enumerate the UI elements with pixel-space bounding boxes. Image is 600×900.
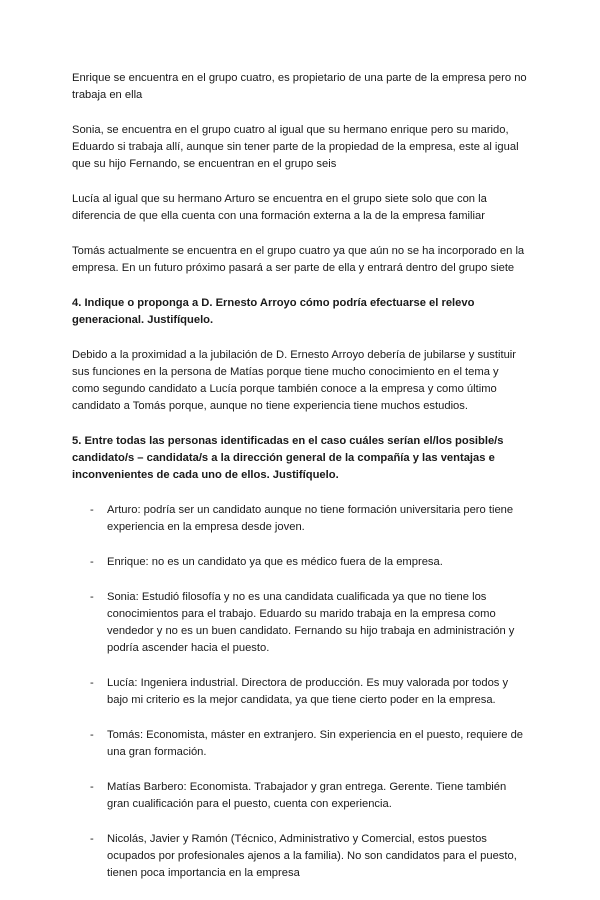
bullet-dash: - — [90, 504, 94, 516]
list-item — [72, 502, 528, 536]
list-item-text: Enrique: no es un candidato ya que es médico fuera de la empresa. — [107, 556, 443, 568]
paragraph-enrique: Enrique se encuentra en el grupo cuatro, es propietario de una parte de la empresa pero no trabaja en ella — [72, 72, 527, 101]
list-item-text: Nicolás, Javier y Ramón (Técnico, Administrativo y Comercial, estos puestos ocupados por profesionales ajenos a la familia). No son candidatos para el puesto, tienen poca importancia en la empresa — [107, 833, 517, 879]
list-item-text: Matías Barbero: Economista. Trabajador y gran entrega. Gerente. Tiene también gran cualificación para el puesto, cuenta con experiencia. — [107, 781, 507, 810]
list-item — [72, 675, 528, 709]
bullet-dash: - — [90, 677, 94, 689]
list-item — [72, 779, 528, 813]
list-item — [72, 554, 528, 571]
candidate-list — [72, 502, 528, 882]
list-item-text: Arturo: podría ser un candidato aunque no tiene formación universitaria pero tiene experiencia en la empresa desde joven. — [107, 504, 514, 533]
bullet-dash: - — [90, 591, 94, 603]
bullet-dash: - — [90, 556, 94, 568]
list-item-text: Tomás: Economista, máster en extranjero. Sin experiencia en el puesto, requiere de una gran formación. — [107, 729, 524, 758]
list-item — [72, 831, 528, 882]
question-4-heading: 4. Indique o proponga a D. Ernesto Arroyo cómo podría efectuarse el relevo generacional. Justifíquelo. — [72, 297, 475, 326]
bullet-dash: - — [90, 833, 94, 845]
paragraph-tomas: Tomás actualmente se encuentra en el grupo cuatro ya que aún no se ha incorporado en la empresa. En un futuro próximo pasará a ser parte de ella y entrará dentro del grupo siete — [72, 245, 525, 274]
question-4-answer: Debido a la proximidad a la jubilación de D. Ernesto Arroyo debería de jubilarse y sustituir sus funciones en la persona de Matías porque tiene mucho conocimiento en el tema y como segundo candidato a Lucía porque también conoce a la empresa y como último candidato a Tomás porque, aunque no tiene experiencia tiene muchos estudios. — [72, 349, 517, 412]
list-item — [72, 589, 528, 657]
bullet-dash: - — [90, 781, 94, 793]
question-5-heading: 5. Entre todas las personas identificadas en el caso cuáles serían el/los posible/s candidato/s – candidata/s a la dirección general de la compañía y las ventajas e inconvenientes de cada uno de ellos. Justifíquelo. — [72, 435, 504, 481]
paragraph-sonia: Sonia, se encuentra en el grupo cuatro al igual que su hermano enrique pero su marido, Eduardo si trabaja allí, aunque sin tener parte de la propiedad de la empresa, este al igual que su hijo Fernando, se encuentran en el grupo seis — [72, 124, 519, 170]
paragraph-lucia: Lucía al igual que su hermano Arturo se encuentra en el grupo siete solo que con la diferencia de que ella cuenta con una formación externa a la de la empresa familiar — [72, 193, 487, 222]
list-item-text: Sonia: Estudió filosofía y no es una candidata cualificada ya que no tiene los conocimientos para el trabajo. Eduardo su marido trabaja en la empresa como vendedor y no es un buen candidato. Fernando su hijo trabaja en administración y podría ascender hacia el puesto. — [107, 591, 515, 654]
document-page — [72, 70, 528, 900]
bullet-dash: - — [90, 729, 94, 741]
list-item-text: Lucía: Ingeniera industrial. Directora de producción. Es muy valorada por todos y bajo mi criterio es la mejor candidata, ya que tiene cierto poder en la empresa. — [107, 677, 509, 706]
list-item — [72, 727, 528, 761]
